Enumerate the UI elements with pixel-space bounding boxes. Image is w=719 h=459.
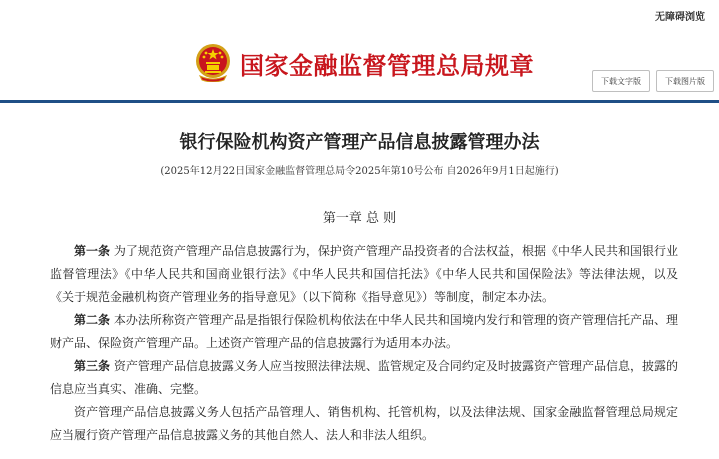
document-title: 银行保险机构资产管理产品信息披露管理办法 [179, 132, 540, 153]
article-text: 资产管理产品信息披露义务人包括产品管理人、销售机构、托管机构，以及法律法规、国家金融监督管理总局规定应当履行资产管理产品信息披露义务的其他自然人、法人和非法人组织。 [50, 405, 678, 442]
document-body [50, 240, 678, 447]
site-title: 国家金融监督管理总局规章 [240, 52, 534, 80]
article-number: 第三条 [74, 359, 111, 373]
download-image-button[interactable]: 下载图片版 [656, 70, 714, 92]
header-divider [0, 100, 719, 103]
download-text-button[interactable]: 下载文字版 [592, 70, 650, 92]
article-paragraph [50, 355, 678, 401]
article-paragraph [50, 240, 678, 309]
national-emblem-icon [194, 42, 232, 82]
site-header [0, 0, 719, 100]
article-number: 第一条 [74, 244, 111, 258]
article-number: 第二条 [74, 313, 111, 327]
article-text: 资产管理产品信息披露义务人应当按照法律法规、监管规定及合同约定及时披露资产管理产品信息，披露的信息应当真实、准确、完整。 [50, 359, 678, 396]
article-text: 本办法所称资产管理产品是指银行保险机构依法在中华人民共和国境内发行和管理的资产管理信托产品、理财产品、保险资产管理产品。上述资产管理产品的信息披露行为适用本办法。 [50, 313, 678, 350]
document-subtitle: (2025年12月22日国家金融监督管理总局令2025年第10号公布 自2026年9月1日起施行) [160, 166, 559, 177]
article-paragraph [50, 309, 678, 355]
chapter-heading: 第一章 总 则 [322, 211, 397, 226]
accessibility-link[interactable]: 无障碍浏览 [655, 12, 705, 23]
article-paragraph [50, 401, 678, 447]
article-text: 为了规范资产管理产品信息披露行为，保护资产管理产品投资者的合法权益，根据《中华人民共和国银行业监督管理法》《中华人民共和国商业银行法》《中华人民共和国信托法》《中华人民共和国保险法》等法律法规，以及《关于规范金融机构资产管理业务的指导意见》（以下简称《指导意见》）等制度，制定本办法。 [50, 244, 678, 304]
